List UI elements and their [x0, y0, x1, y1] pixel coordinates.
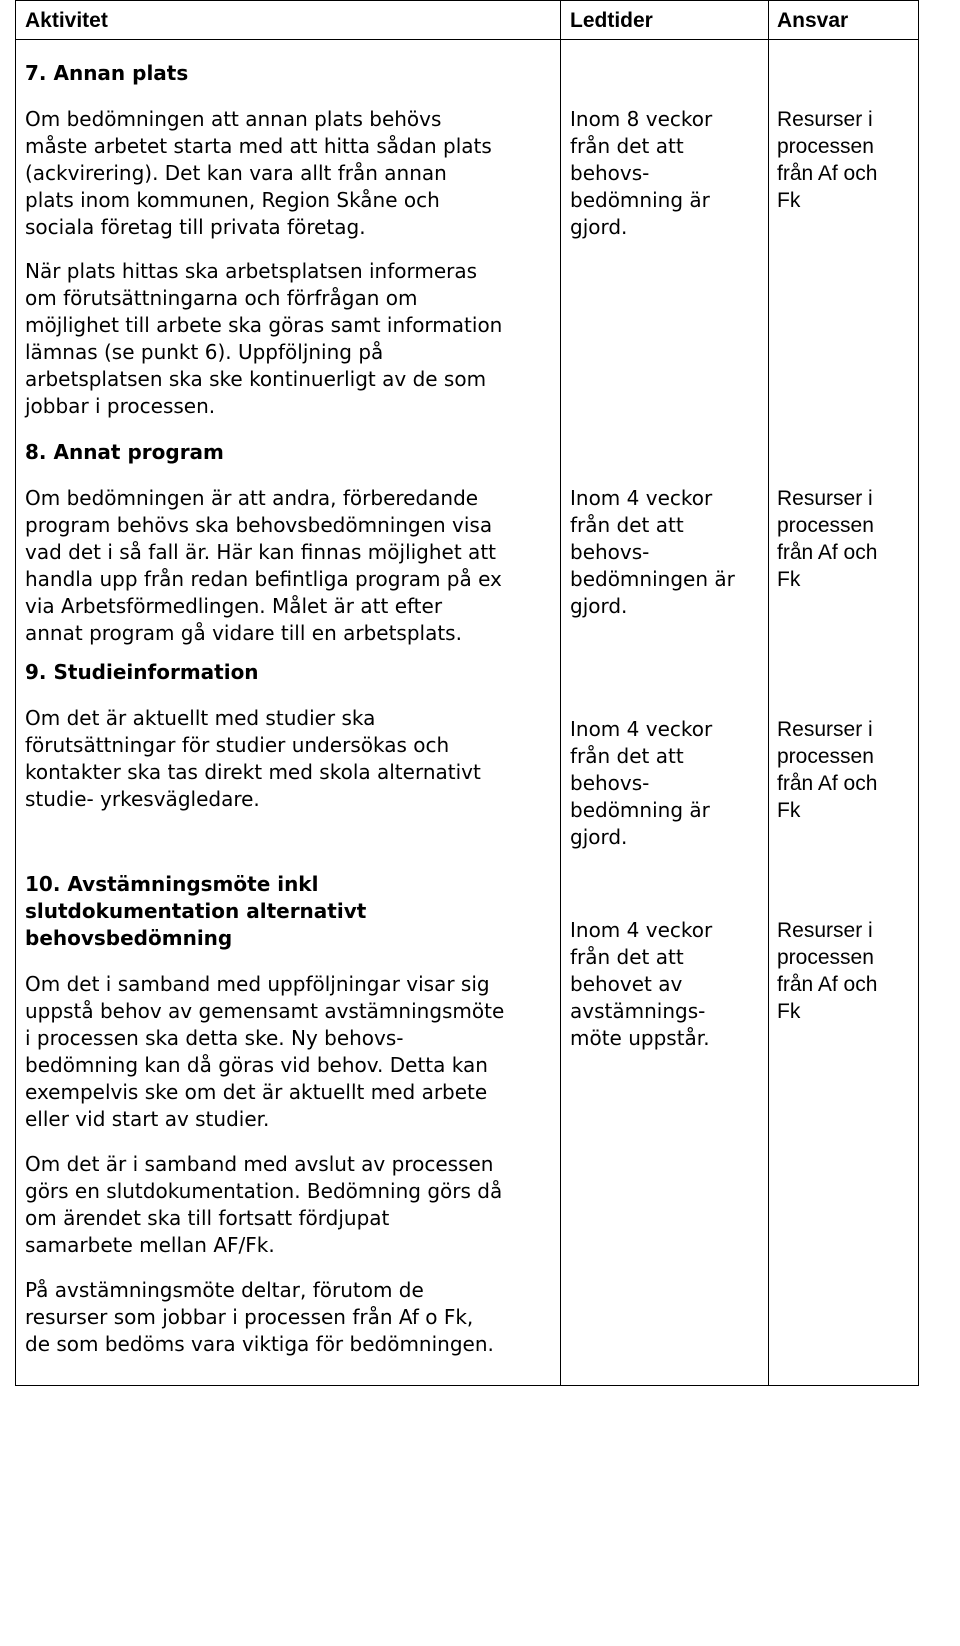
section-9-responsibility [777, 716, 877, 824]
header-bottom-border [15, 39, 919, 40]
text-line: från det att [570, 134, 684, 158]
section-9-heading: 9. Studieinformation [25, 660, 259, 684]
text-line: Inom 4 veckor [570, 918, 713, 942]
text-line: processen [777, 745, 874, 768]
section-7-heading: 7. Annan plats [25, 61, 189, 85]
text-line: Resurser i [777, 919, 873, 942]
text-line: Fk [777, 1000, 801, 1023]
heading-line: behovsbedömning [25, 926, 233, 950]
text-line: gjord. [570, 594, 628, 618]
text-line: från det att [570, 513, 684, 537]
section-8-responsibility [777, 485, 877, 593]
text-line: behovet av [570, 972, 683, 996]
text-line: processen [777, 946, 874, 969]
section-7-paragraph-1 [25, 106, 502, 241]
section-8-lead-time [570, 485, 735, 620]
text-line: förutsättningar för studier undersökas och [25, 733, 450, 757]
section-7-paragraph-2 [25, 258, 502, 420]
text-line: görs en slutdokumentation. Bedömning görs då [25, 1179, 503, 1203]
text-line: om förutsättningarna och förfrågan om [25, 286, 418, 310]
text-line: möte uppstår. [570, 1026, 710, 1050]
text-line: från Af och [777, 541, 878, 564]
section-8-heading: 8. Annat program [25, 440, 224, 464]
section-10-activity [25, 871, 504, 1358]
header-ledtider: Ledtider [570, 9, 653, 32]
text-line: behovs- [570, 771, 650, 795]
column-divider-1 [560, 0, 561, 1386]
text-line: i processen ska detta ske. Ny behovs- [25, 1026, 404, 1050]
text-line: Om bedömningen att annan plats behövs [25, 107, 442, 131]
heading-line: slutdokumentation alternativt [25, 899, 367, 923]
text-line: Inom 4 veckor [570, 717, 713, 741]
section-7-activity [25, 60, 502, 420]
column-divider-2 [768, 0, 769, 1386]
table-left-border [15, 0, 16, 1386]
section-9-lead-time [570, 716, 712, 851]
text-line: måste arbetet starta med att hitta sådan plats [25, 134, 492, 158]
text-line: exempelvis ske om det är aktuellt med arbete [25, 1080, 488, 1104]
text-line: Om bedömningen är att andra, förberedande [25, 486, 479, 510]
text-line: annat program gå vidare till en arbetsplats. [25, 621, 462, 645]
text-line: behovs- [570, 161, 650, 185]
text-line: Resurser i [777, 108, 873, 131]
section-9-paragraph-1 [25, 705, 481, 813]
text-line: via Arbetsförmedlingen. Målet är att efter [25, 594, 443, 618]
text-line: behovs- [570, 540, 650, 564]
text-line: processen [777, 514, 874, 537]
text-line: lämnas (se punkt 6). Uppföljning på [25, 340, 384, 364]
text-line: Om det är aktuellt med studier ska [25, 706, 376, 730]
text-line: kontakter ska tas direkt med skola alternativt [25, 760, 481, 784]
activity-table [15, 0, 919, 1386]
text-line: handla upp från redan befintliga program på ex [25, 567, 502, 591]
text-line: bedömning är [570, 798, 710, 822]
text-line: vad det i så fall är. Här kan finnas möjlighet att [25, 540, 496, 564]
text-line: Inom 4 veckor [570, 486, 713, 510]
text-line: eller vid start av studier. [25, 1107, 270, 1131]
text-line: Fk [777, 799, 801, 822]
text-line: På avstämningsmöte deltar, förutom de [25, 1278, 424, 1302]
section-7-responsibility [777, 106, 877, 214]
section-10-paragraph-1 [25, 971, 504, 1133]
text-line: Fk [777, 568, 801, 591]
text-line: program behövs ska behovsbedömningen visa [25, 513, 493, 537]
text-line: Inom 8 veckor [570, 107, 713, 131]
text-line: Resurser i [777, 718, 873, 741]
table-right-border [918, 0, 919, 1386]
text-line: Resurser i [777, 487, 873, 510]
text-line: bedömning kan då göras vid behov. Detta kan [25, 1053, 488, 1077]
section-9-activity [25, 659, 481, 813]
header-aktivitet: Aktivitet [25, 9, 108, 32]
text-line: Om det är i samband med avslut av processen [25, 1152, 494, 1176]
text-line: från Af och [777, 162, 878, 185]
text-line: från det att [570, 744, 684, 768]
text-line: bedömningen är [570, 567, 735, 591]
heading-line: 10. Avstämningsmöte inkl [25, 872, 319, 896]
text-line: möjlighet till arbete ska göras samt information [25, 313, 503, 337]
text-line: plats inom kommunen, Region Skåne och [25, 188, 440, 212]
section-10-lead-time [570, 917, 712, 1052]
section-10-responsibility [777, 917, 877, 1025]
table-bottom-border [15, 1385, 919, 1386]
text-line: från det att [570, 945, 684, 969]
header-ansvar: Ansvar [777, 9, 849, 32]
text-line: arbetsplatsen ska ske kontinuerligt av de som [25, 367, 487, 391]
text-line: uppstå behov av gemensamt avstämningsmöte [25, 999, 505, 1023]
text-line: sociala företag till privata företag. [25, 215, 366, 239]
section-10-heading [25, 871, 504, 952]
text-line: studie- yrkesvägledare. [25, 787, 260, 811]
text-line: När plats hittas ska arbetsplatsen informeras [25, 259, 478, 283]
text-line: gjord. [570, 825, 628, 849]
section-8-paragraph-1 [25, 485, 502, 647]
table-top-border [15, 0, 919, 1]
text-line: om ärendet ska till fortsatt fördjupat [25, 1206, 390, 1230]
section-10-paragraph-2 [25, 1151, 504, 1259]
text-line: från Af och [777, 772, 878, 795]
text-line: processen [777, 135, 874, 158]
text-line: resurser som jobbar i processen från Af o Fk, [25, 1305, 474, 1329]
section-8-activity [25, 439, 502, 647]
text-line: samarbete mellan AF/Fk. [25, 1233, 275, 1257]
text-line: jobbar i processen. [25, 394, 216, 418]
section-7-lead-time [570, 106, 712, 241]
text-line: Om det i samband med uppföljningar visar sig [25, 972, 490, 996]
text-line: de som bedöms vara viktiga för bedömningen. [25, 1332, 494, 1356]
text-line: bedömning är [570, 188, 710, 212]
section-10-paragraph-3 [25, 1277, 504, 1358]
text-line: avstämnings- [570, 999, 706, 1023]
text-line: från Af och [777, 973, 878, 996]
text-line: (ackvirering). Det kan vara allt från annan [25, 161, 447, 185]
text-line: Fk [777, 189, 801, 212]
text-line: gjord. [570, 215, 628, 239]
